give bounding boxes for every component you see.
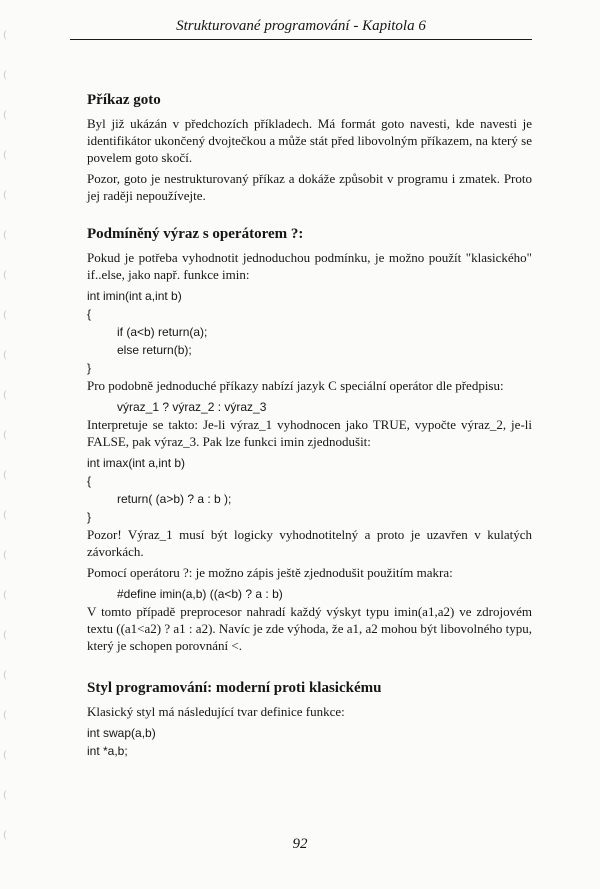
- code-line: }: [87, 361, 92, 375]
- margin-mark: (: [3, 470, 7, 481]
- margin-mark: (: [3, 590, 7, 601]
- code-line: #define imin(a,b) ((a<b) ? a : b): [117, 587, 283, 601]
- code-line: }: [87, 510, 92, 524]
- code-line: int imax(int a,int b): [87, 456, 186, 470]
- paragraph: Pro podobně jednoduché příkazy nabízí jazyk C speciální operátor dle předpisu:: [87, 378, 504, 393]
- margin-mark: (: [3, 790, 7, 801]
- margin-mark: (: [3, 670, 7, 681]
- section-heading: Příkaz goto: [87, 92, 161, 108]
- code-line: {: [87, 474, 92, 488]
- margin-mark: (: [3, 310, 7, 321]
- margin-mark: (: [3, 710, 7, 721]
- paragraph: Pozor, goto je nestrukturovaný příkaz a dokáže způsobit v programu i zmatek. Proto jej raději nepoužívejte.: [87, 171, 532, 203]
- margin-mark: (: [3, 70, 7, 81]
- margin-marks: [3, 30, 13, 870]
- code-line: int swap(a,b): [87, 726, 156, 740]
- margin-mark: (: [3, 230, 7, 241]
- paragraph: Interpretuje se takto: Je-li výraz_1 vyhodnocen jako TRUE, vypočte výraz_2, je-li FALSE, pak výraz_3. Pak lze funkci imin zjednodušit:: [87, 417, 532, 449]
- margin-mark: (: [3, 190, 7, 201]
- code-line: int *a,b;: [87, 744, 128, 758]
- section: [87, 680, 532, 760]
- section-heading: Styl programování: moderní proti klasickému: [87, 680, 382, 696]
- page-header: [70, 18, 532, 40]
- paragraph: Pomocí operátoru ?: je možno zápis ještě zjednodušit použitím makra:: [87, 565, 453, 580]
- margin-mark: (: [3, 30, 7, 41]
- margin-mark: (: [3, 630, 7, 641]
- margin-mark: (: [3, 150, 7, 161]
- page-footer: [0, 836, 600, 853]
- section: [87, 226, 532, 654]
- code-line: int imin(int a,int b): [87, 289, 182, 303]
- code-line: else return(b);: [117, 343, 192, 357]
- margin-mark: (: [3, 270, 7, 281]
- margin-mark: (: [3, 750, 7, 761]
- paragraph: Klasický styl má následující tvar definice funkce:: [87, 704, 345, 719]
- page-number: 92: [292, 836, 308, 852]
- paragraph: Byl již ukázán v předchozích příkladech. Má formát goto navesti, kde navesti je identifikátor ukončený dvojtečkou a může stát před libovolným příkazem, na který se povelem goto skočí.: [87, 116, 532, 165]
- code-line: {: [87, 307, 92, 321]
- margin-mark: (: [3, 350, 7, 361]
- code-line: return( (a>b) ? a : b );: [117, 492, 232, 506]
- page-content: [87, 92, 532, 786]
- paragraph: Pokud je potřeba vyhodnotit jednoduchou podmínku, je možno použít "klasického" if..else, jako např. funkce imin:: [87, 250, 532, 282]
- margin-mark: (: [3, 510, 7, 521]
- paragraph: V tomto případě preprocesor nahradí každý výskyt typu imin(a1,a2) ve zdrojovém textu ((a1<a2) ? a1 : a2). Navíc je zde výhoda, že a1, a2 mohou být libovolného typu, který je schopen porovnání <.: [87, 604, 532, 653]
- margin-mark: (: [3, 430, 7, 441]
- margin-mark: (: [3, 110, 7, 121]
- code-line: if (a<b) return(a);: [117, 325, 208, 339]
- section-heading: Podmíněný výraz s operátorem ?:: [87, 226, 304, 242]
- margin-mark: (: [3, 550, 7, 561]
- paragraph: Pozor! Výraz_1 musí být logicky vyhodnotitelný a proto je uzavřen v kulatých závorkách.: [87, 527, 532, 559]
- section: [87, 92, 532, 204]
- margin-mark: (: [3, 390, 7, 401]
- code-line: výraz_1 ? výraz_2 : výraz_3: [117, 400, 267, 414]
- margin-mark: (: [3, 830, 7, 841]
- header-title: Strukturované programování - Kapitola 6: [176, 18, 426, 34]
